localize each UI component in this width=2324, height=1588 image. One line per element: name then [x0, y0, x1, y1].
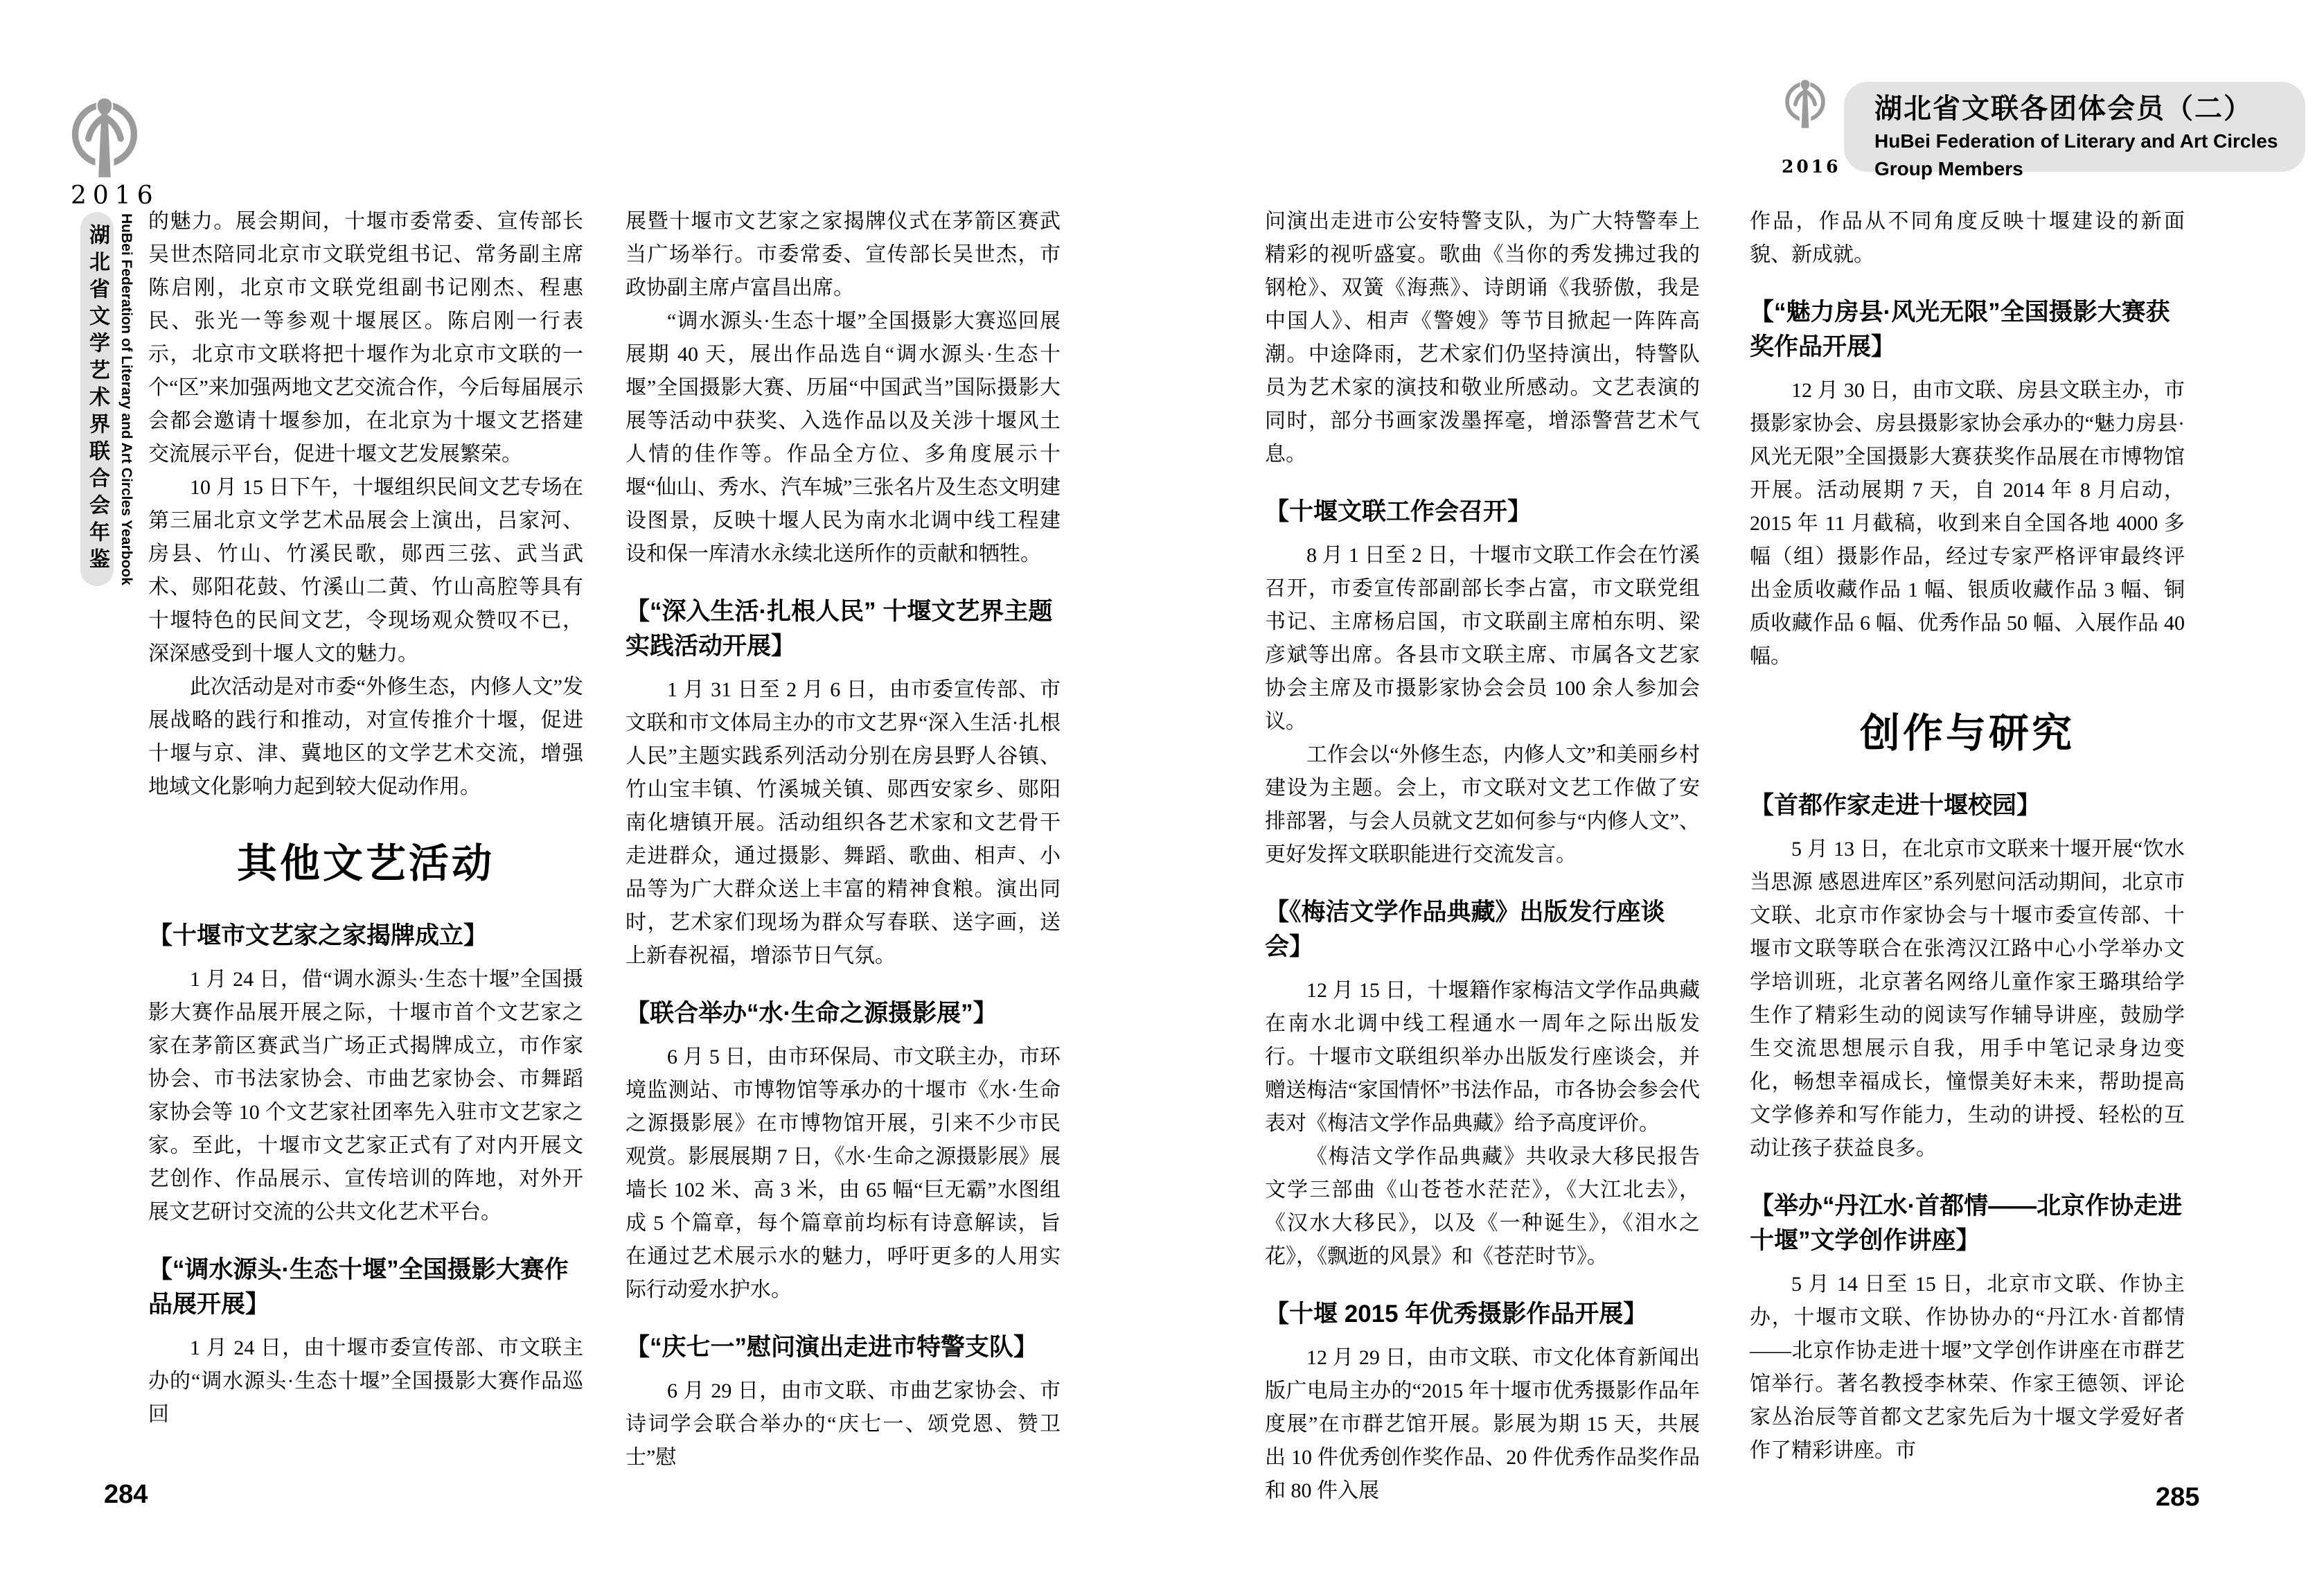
entry-heading: 【联合举办“水·生命之源摄影展”】: [626, 1000, 997, 1027]
entry-heading: 【十堰文联工作会召开】: [1265, 498, 1532, 525]
paragraph: 1 月 31 日至 2 月 6 日，由市委宣传部、市文联和市文体局主办的市文艺界“深入生活·扎根人民”主题实践系列活动分别在房县野人谷镇、竹山宝丰镇、竹溪城关镇、郧西安家乡、郧阳南化塘镇开展。活动组织各艺术家和文艺骨干走进群众，通过摄影、舞蹈、歌曲、相声、小品等为广大群众送上丰富的精神食粮。演出同时，艺术家们现场为群众写春联、送字画，送上新春祝福，增添节日气氛。: [626, 678, 1061, 967]
entry-heading: 【“深入生活·扎根人民” 十堰文艺界主题实践活动开展】: [626, 598, 1053, 660]
paragraph: 5 月 14 日至 15 日，北京市文联、作协主办，十堰市文联、作协协办的“丹江水·首都情——北京作协走进十堰”文学创作讲座在市群艺馆举行。著名教授李林荣、作家王德领、评论家丛治辰等首都文艺家先后为十堰文学爱好者作了精彩讲座。市: [1750, 1273, 2185, 1462]
entry-heading: 【“庆七一”慰问演出走进市特警支队】: [626, 1334, 1038, 1361]
entry-heading: 【十堰 2015 年优秀摄影作品开展】: [1265, 1300, 1648, 1327]
paragraph: 问演出走进市公安特警支队，为广大特警奉上精彩的视听盛宴。歌曲《当你的秀发拂过我的钢枪》、双簧《海燕》、诗朗诵《我骄傲，我是中国人》、相声《警嫂》等节目掀起一阵阵高潮。中途降雨，艺术家们仍坚持演出，特警队员为艺术家的演技和敬业所感动。文艺表演的同时，部分书画家泼墨挥毫，增添警营艺术气息。: [1265, 210, 1700, 466]
column-3: [1265, 205, 1700, 1508]
column-4: [1750, 205, 2185, 1467]
entry-heading: 【首都作家走进十堰校园】: [1750, 792, 2041, 819]
paragraph: 12 月 30 日，由市文联、房县文联主办，市摄影家协会、房县摄影家协会承办的“魅力房县·风光无限”全国摄影大赛获奖作品展在市博物馆开展。活动展期 7 天，自 2014 年 8 月启动，2015 年 11 月截稿，收到来自全国各地 4000 多幅（组）摄影作品，经过专家严格评审最终评出金质收藏作品 1 幅、银质收藏作品 3 幅、铜质收藏作品 6 幅、优秀作品 50 幅、入展作品 40 幅。: [1750, 379, 2185, 668]
section-heading: 创作与研究: [1859, 711, 2075, 756]
sidebar-title-chinese: 湖北省文学艺术界联合会年鉴: [86, 223, 109, 575]
sidebar-title-band: [80, 212, 114, 586]
paragraph: 5 月 13 日，在北京市文联来十堰开展“饮水当思源 感恩进库区”系列慰问活动期间，北京市文联、北京市作家协会与十堰市委宣传部、十堰市文联等联合在张湾汉江路中心小学举办文学培训班，北京著名网络儿童作家王璐琪给学生作了精彩生动的阅读写作辅导讲座，鼓励学生交流思想展示自我，用手中笔记录身边变化，畅想幸福成长，憧憬美好未来，帮助提高文学修养和写作能力，生动的讲授、轻松的互动让孩子获益良多。: [1750, 838, 2185, 1160]
paragraph: 12 月 29 日，由市文联、市文化体育新闻出版广电局主办的“2015 年十堰市优秀摄影作品年度展”在市群艺馆开展。影展为期 15 天，共展出 10 件优秀创作奖作品、20 件优秀作品奖作品和 80 件入展: [1265, 1346, 1700, 1502]
paragraph: 的魅力。展会期间，十堰市委常委、宣传部长吴世杰陪同北京市文联党组书记、常务副主席陈启刚，北京市文联党组副书记刚杰、程惠民、张光一等参观十堰展区。陈启刚一行表示，北京市文联将把十堰作为北京市文联的一个“区”来加强两地文艺交流合作，今后每届展示会都会邀请十堰参加，在北京为十堰文艺搭建交流展示平台，促进十堰文艺发展繁荣。: [148, 210, 583, 466]
paragraph: 展暨十堰市文艺家之家揭牌仪式在茅箭区赛武当广场举行。市委常委、宣传部长吴世杰，市政协副主席卢富昌出席。: [626, 210, 1061, 299]
year-label-right: 2016: [1782, 157, 1841, 177]
paragraph: 10 月 15 日下午，十堰组织民间文艺专场在第三届北京文学艺术品展会上演出，吕家河、房县、竹山、竹溪民歌，郧西三弦、武当武术、郧阳花鼓、竹溪山二黄、竹山高腔等具有十堰特色的民间文艺，令现场观众赞叹不已，深深感受到十堰人文的魅力。: [148, 476, 583, 665]
paragraph: 12 月 15 日，十堰籍作家梅洁文学作品典藏在南水北调中线工程通水一周年之际出版发行。十堰市文联组织举办出版发行座谈会，并赠送梅洁“家国情怀”书法作品，市各协会参会代表对《梅洁文学作品典藏》给予高度评价。: [1265, 979, 1700, 1135]
federation-emblem-icon: [68, 97, 141, 179]
paragraph: 工作会以“外修生态，内修人文”和美丽乡村建设为主题。会上，市文联对文艺工作做了安排部署，与会人员就文艺如何参与“内修人文”、更好发挥文联职能进行交流发言。: [1265, 743, 1700, 866]
chapter-title-chinese: 湖北省文联各团体会员（二）: [1874, 94, 2253, 124]
federation-emblem-icon: [1783, 79, 1827, 129]
entry-heading: 【十堰市文艺家之家揭牌成立】: [148, 922, 488, 949]
paragraph: 8 月 1 日至 2 日，十堰市文联工作会在竹溪召开，市委宣传部副部长李占富，市文联党组书记、主席杨启国，市文联副主席柏东明、梁彦斌等出席。各县市文联主席、市属各文艺家协会主席及市摄影家协会会员 100 余人参加会议。: [1265, 544, 1700, 733]
chapter-header-band: [1844, 82, 2305, 179]
section-heading: 其他文艺活动: [236, 841, 495, 886]
chapter-title-english: HuBei Federation of Literary and Art Circles Group Members: [1874, 130, 2278, 179]
paragraph: 6 月 29 日，由市文联、市曲艺家协会、市诗词学会联合举办的“庆七一、颂党恩、赞卫士”慰: [626, 1379, 1061, 1469]
column-1: [148, 205, 583, 1431]
paragraph: 1 月 24 日，借“调水源头·生态十堰”全国摄影大赛作品展开展之际，十堰市首个文艺家之家在茅箭区赛武当广场正式揭牌成立，市作家协会、市书法家协会、市曲艺家协会、市舞蹈家协会等 10 个文艺家社团率先入驻市文艺家之家。至此，十堰市文艺家正式有了对内开展文艺创作、作品展示、宣传培训的阵地，对外开展文艺研讨交流的公共文化艺术平台。: [148, 968, 583, 1224]
entry-heading: 【举办“丹江水·首都情——北京作协走进十堰”文学创作讲座】: [1750, 1192, 2183, 1254]
paragraph: 此次活动是对市委“外修生态，内修人文”发展战略的践行和推动，对宣传推介十堰，促进十堰与京、津、冀地区的文学艺术交流，增强地域文化影响力起到较大促动作用。: [148, 676, 583, 798]
entry-heading: 【《梅洁文学作品典藏》出版发行座谈会】: [1265, 899, 1665, 960]
year-label-left: 2016: [71, 182, 159, 210]
entry-heading: 【“魅力房县·风光无限”全国摄影大赛获奖作品开展】: [1750, 299, 2170, 360]
paragraph: 作品，作品从不同角度反映十堰建设的新面貌、新成就。: [1750, 210, 2185, 266]
column-2: [626, 205, 1061, 1474]
page-number-right: 285: [2156, 1483, 2200, 1512]
page-number-left: 284: [104, 1480, 148, 1509]
paragraph: 1 月 24 日，由十堰市委宣传部、市文联主办的“调水源头·生态十堰”全国摄影大赛作品巡回: [148, 1336, 583, 1426]
paragraph: 6 月 5 日，由市环保局、市文联主办，市环境监测站、市博物馆等承办的十堰市《水·生命之源摄影展》在市博物馆开展，引来不少市民观赏。影展展期 7 日，《水·生命之源摄影展》展墙长 102 米、高 3 米，由 65 幅“巨无霸”水图组成 5 个篇章，每个篇章前均标有诗意解读，旨在通过艺术展示水的魅力，呼吁更多的人用实际行动爱水护水。: [626, 1046, 1061, 1301]
sidebar-title-english: HuBei Federation of Literary and Art Circles Yearbook: [118, 213, 134, 585]
paragraph: “调水源头·生态十堰”全国摄影大赛巡回展展期 40 天，展出作品选自“调水源头·生态十堰”全国摄影大赛、历届“中国武当”国际摄影大展等活动中获奖、入选作品以及关涉十堰风土人情的佳作等。作品全方位、多角度展示十堰“仙山、秀水、汽车城”三张名片及生态文明建设图景，反映十堰人民为南水北调中线工程建设和保一库清水永续北送所作的贡献和牺牲。: [626, 310, 1061, 565]
entry-heading: 【“调水源头·生态十堰”全国摄影大赛作品展开展】: [148, 1256, 569, 1318]
paragraph: 《梅洁文学作品典藏》共收录大移民报告文学三部曲《山苍苍水茫茫》，《大江北去》，《汉水大移民》，以及《一种诞生》，《泪水之花》，《飘逝的风景》和《苍茫时节》。: [1265, 1145, 1700, 1268]
